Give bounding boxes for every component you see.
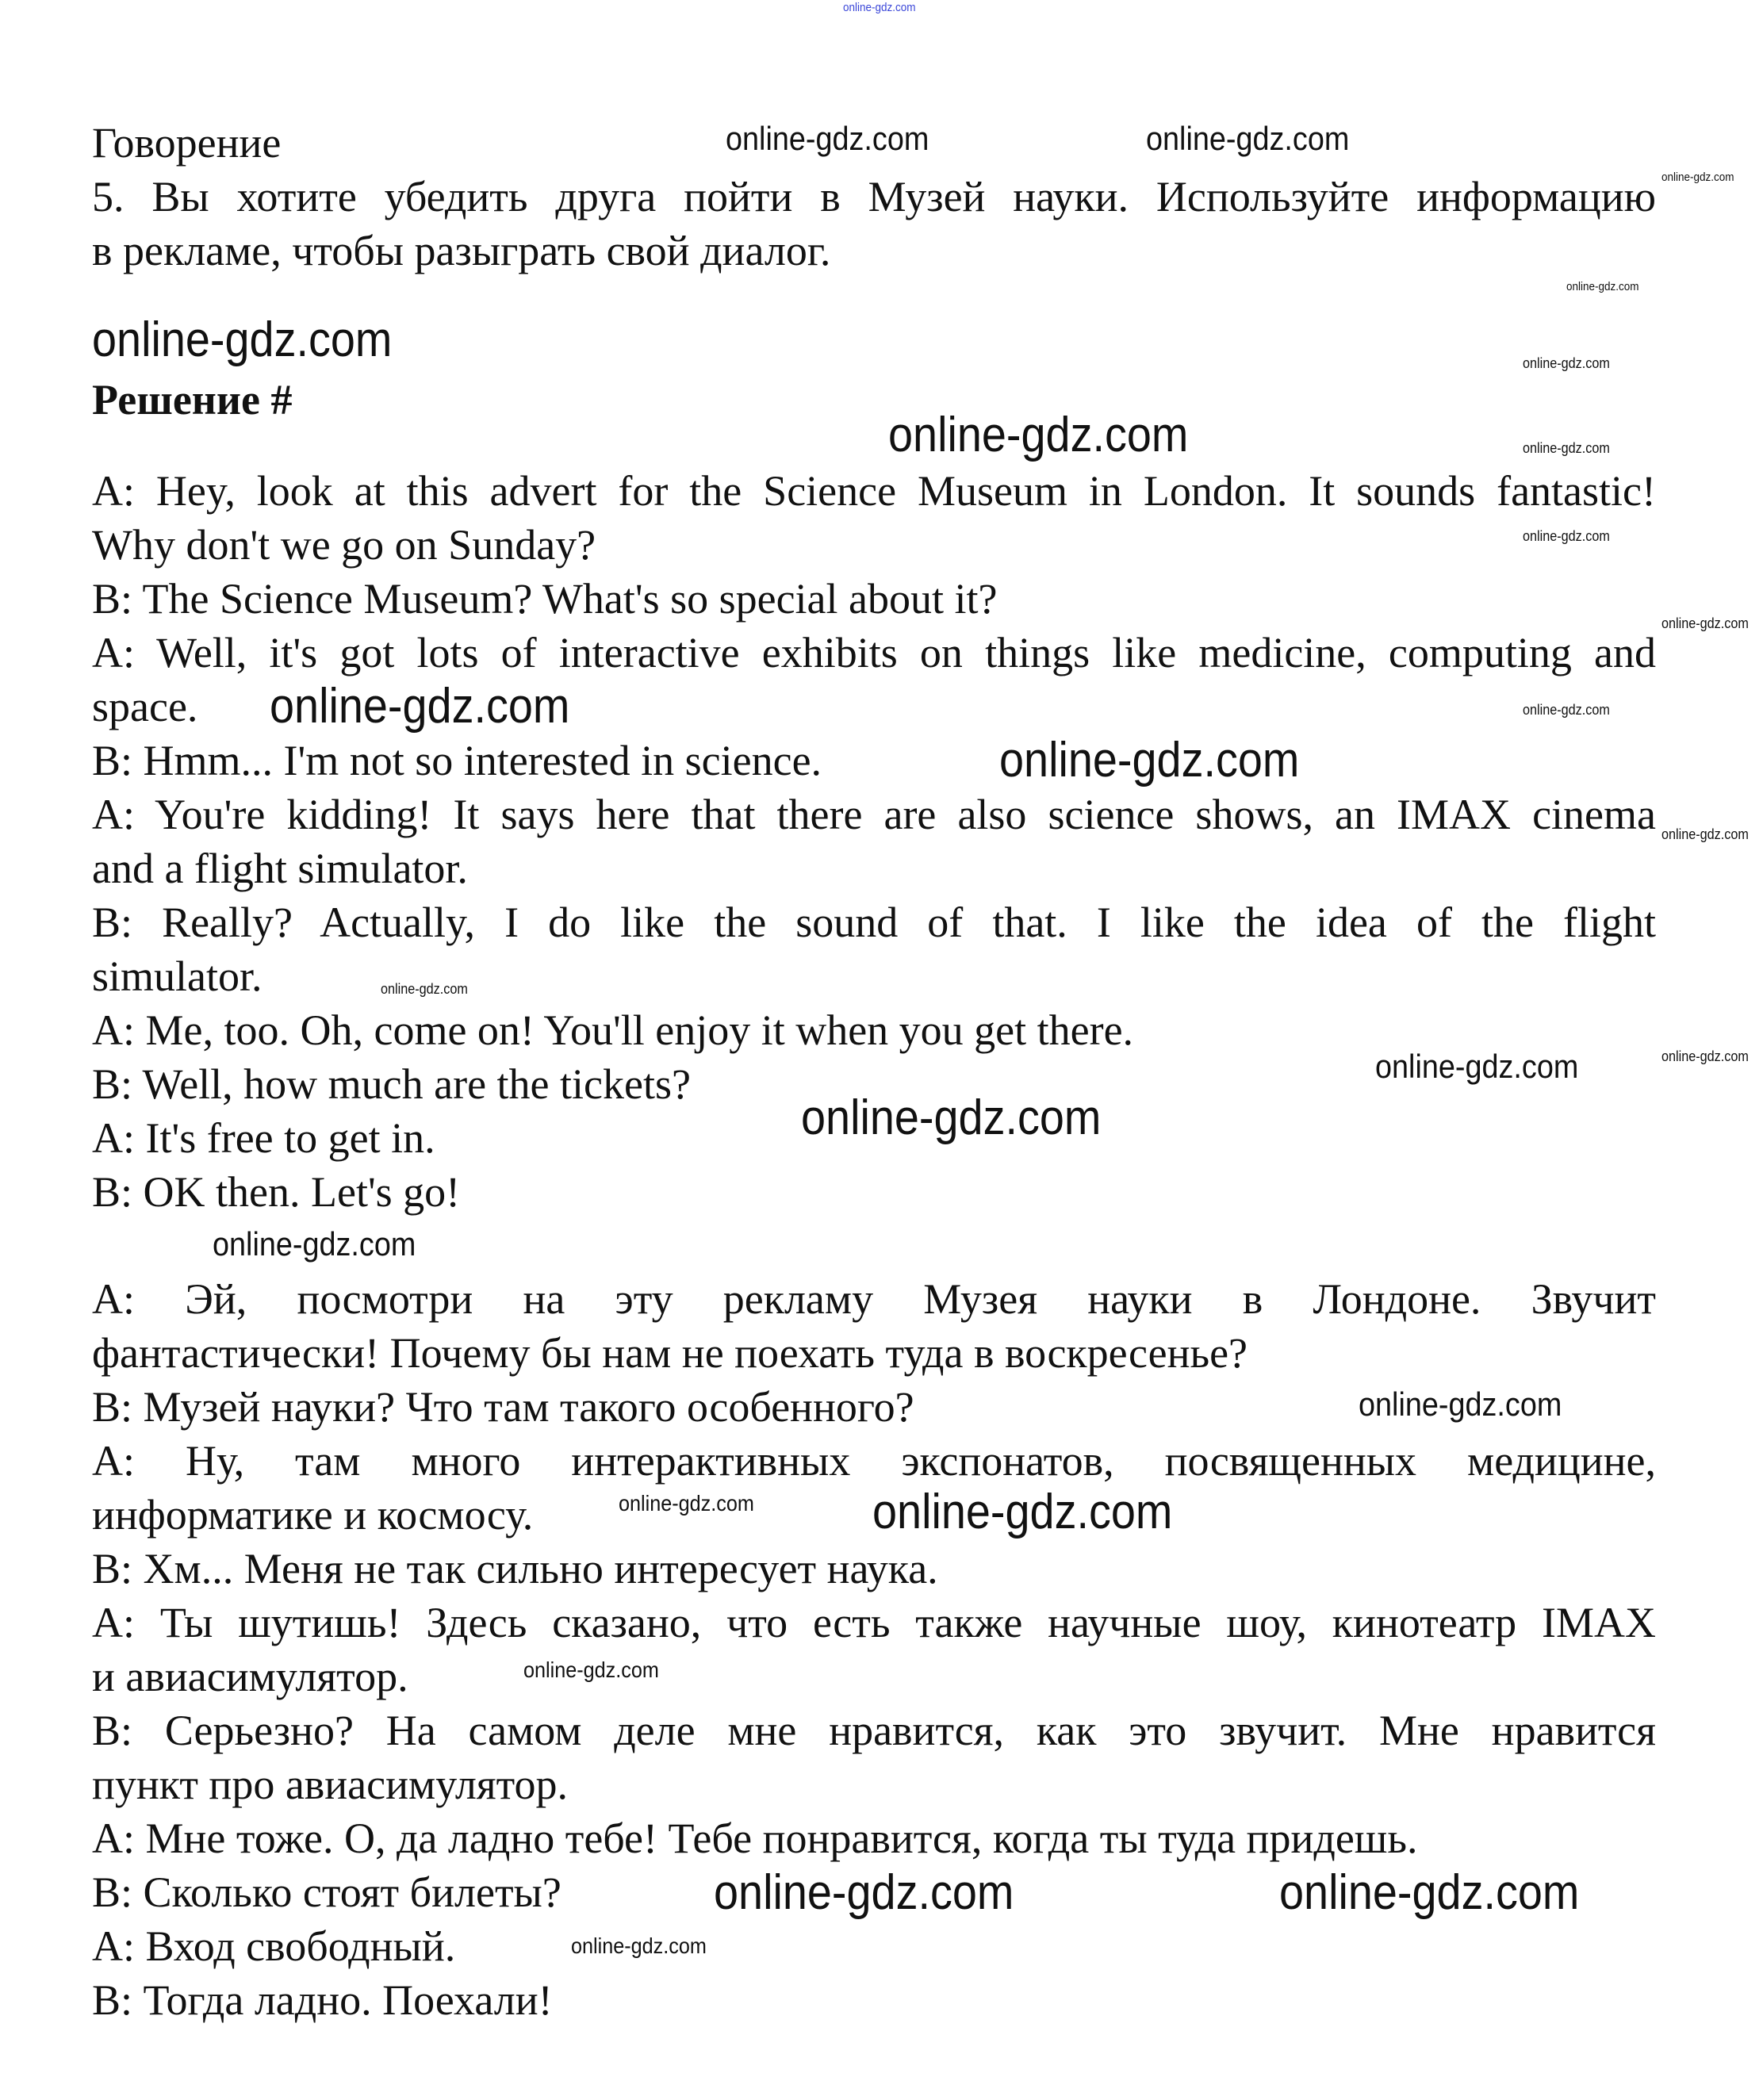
dialogue-line: A: Ну, там много интерактивных экспонатов, посвященных медицине, [92, 1437, 1656, 1485]
solution-label: Решение # [92, 376, 293, 423]
dialogue-replica [92, 1272, 1656, 1380]
dialogue-line: A: Me, too. Oh, come on! You'll enjoy it when you get there. [92, 1006, 1134, 1054]
dialogue-line: B: Серьезно? На самом деле мне нравится, как это звучит. Мне нравится [92, 1707, 1656, 1754]
dialogue-line: A: Well, it's got lots of interactive exhibits on things like medicine, computing and [92, 629, 1656, 676]
watermark: online-gdz.com [1661, 615, 1749, 631]
dialogue-line: A: Ты шутишь! Здесь сказано, что есть также научные шоу, кинотеатр IMAX [92, 1599, 1656, 1646]
watermark: online-gdz.com [843, 1, 916, 14]
watermark: online-gdz.com [1359, 1385, 1562, 1423]
task-line: в рекламе, чтобы разыграть свой диалог. [92, 227, 831, 274]
watermark: online-gdz.com [1279, 1865, 1580, 1920]
dialogue-line: Why don't we go on Sunday? [92, 521, 596, 569]
watermark: online-gdz.com [571, 1933, 707, 1958]
dialogue-line: B: Really? Actually, I do like the sound of that. I like the idea of the flight [92, 899, 1656, 946]
dialogue-replica [92, 1919, 1656, 1973]
watermark: online-gdz.com [714, 1865, 1014, 1920]
watermark: online-gdz.com [726, 120, 929, 157]
watermark: online-gdz.com [213, 1225, 416, 1263]
dialogue-replica [92, 1596, 1656, 1703]
dialogue-replica [92, 788, 1656, 895]
dialogue-line: B: Музей науки? Что там такого особенного? [92, 1383, 914, 1431]
dialogue-line: A: Мне тоже. О, да ладно тебе! Тебе понравится, когда ты туда придешь. [92, 1815, 1418, 1862]
dialogue-line: и авиасимулятор. [92, 1653, 408, 1700]
watermark: online-gdz.com [1146, 120, 1350, 157]
dialogue-line: B: Хм... Меня не так сильно интересует наука. [92, 1545, 938, 1592]
dialogue-replica [92, 1973, 1656, 2027]
watermark: online-gdz.com [1566, 280, 1639, 293]
dialogue-line: A: Эй, посмотри на эту рекламу Музея науки в Лондоне. Звучит [92, 1275, 1656, 1323]
watermark: online-gdz.com [1375, 1048, 1579, 1085]
dialogue-line: A: It's free to get in. [92, 1114, 435, 1162]
dialogue-replica [92, 1542, 1656, 1596]
task-line: 5. Вы хотите убедить друга пойти в Музей науки. Используйте информацию [92, 173, 1656, 220]
dialogue-line: B: The Science Museum? What's so special about it? [92, 575, 998, 623]
watermark: online-gdz.com [381, 981, 468, 997]
solution-label-block [92, 373, 1656, 427]
watermark: online-gdz.com [270, 679, 570, 734]
dialogue-replica [92, 1811, 1656, 1865]
dialogue-replica [92, 1703, 1656, 1811]
watermark: online-gdz.com [523, 1657, 659, 1682]
dialogue-replica [92, 1165, 1656, 1219]
watermark: online-gdz.com [92, 312, 393, 367]
watermark: online-gdz.com [872, 1485, 1173, 1539]
watermark: online-gdz.com [1523, 528, 1610, 544]
dialogue-replica [92, 734, 1656, 788]
watermark: online-gdz.com [1523, 702, 1610, 718]
dialogue-line: B: Тогда ладно. Поехали! [92, 1976, 553, 2024]
watermark: online-gdz.com [619, 1491, 754, 1516]
dialogue-line: информатике и космосу. [92, 1491, 534, 1539]
dialogue-line: simulator. [92, 952, 263, 1000]
dialogue-line: space. [92, 683, 198, 730]
dialogue-line: A: Вход свободный. [92, 1922, 456, 1970]
dialogue-line: B: Hmm... I'm not so interested in science. [92, 737, 822, 784]
dialogue-line: and a flight simulator. [92, 845, 468, 892]
watermark: online-gdz.com [1661, 171, 1734, 184]
dialogue-line: A: You're kidding! It says here that there are also science shows, an IMAX cinema [92, 791, 1656, 838]
watermark: online-gdz.com [1661, 826, 1749, 842]
watermark: online-gdz.com [1523, 440, 1610, 456]
dialogue-line: A: Hey, look at this advert for the Science Museum in London. It sounds fantastic! [92, 467, 1656, 515]
dialogue-replica [92, 572, 1656, 626]
watermark: online-gdz.com [1661, 1048, 1749, 1064]
task-text [92, 170, 1656, 278]
dialogue-line: пункт про авиасимулятор. [92, 1761, 568, 1808]
watermark: online-gdz.com [999, 733, 1300, 788]
watermark: online-gdz.com [888, 408, 1189, 462]
dialogue-replica [92, 895, 1656, 1003]
section-title: Говорение [92, 119, 282, 167]
watermark: online-gdz.com [801, 1090, 1102, 1145]
dialogue-replica [92, 464, 1656, 572]
dialogue-line: B: Well, how much are the tickets? [92, 1060, 691, 1108]
dialogue-line: B: Сколько стоят билеты? [92, 1868, 561, 1916]
dialogue-line: B: OK then. Let's go! [92, 1168, 461, 1216]
watermark: online-gdz.com [1523, 355, 1610, 371]
dialogue-line: фантастически! Почему бы нам не поехать туда в воскресенье? [92, 1329, 1248, 1377]
